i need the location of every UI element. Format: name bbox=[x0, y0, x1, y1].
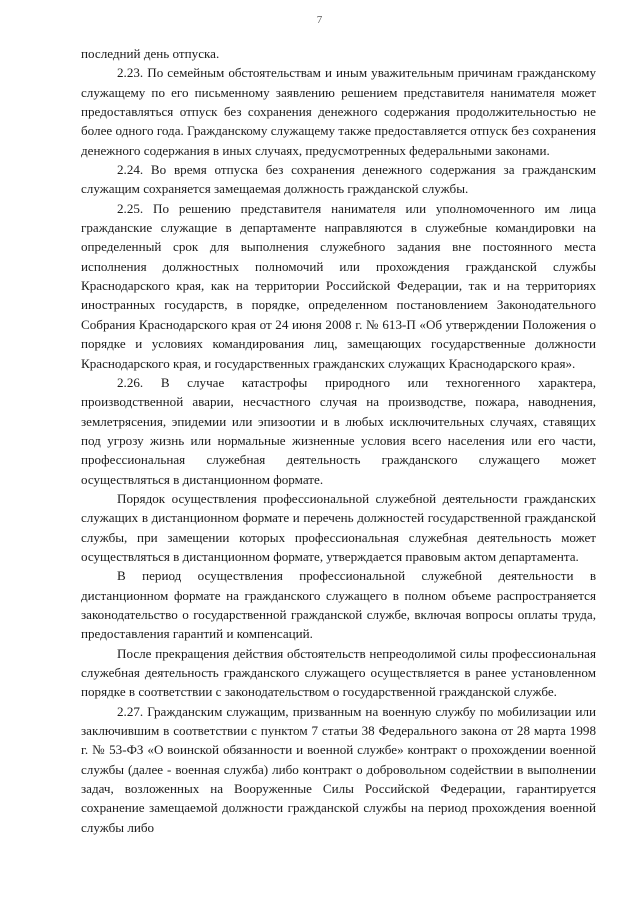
document-body bbox=[81, 44, 596, 837]
paragraph-2-25: 2.25. По решению представителя нанимателя или уполномоченного им лица гражданские служащие в департаменте направляются в служебные командировки на определенный срок для выполнения служебного задания вне постоянного места исполнения должностных полномочий или прохождения гражданской службы Краснодарского края, как на территории Российской Федерации, так и на территориях иностранных государств, в порядке, определенном постановлением Законодательного Собрания Краснодарского края от 24 июня 2008 г. № 613-П «Об утверждении Положения о порядке и условиях командирования лиц, замещающих государственные должности Краснодарского края, и государственных гражданских служащих Краснодарского края». bbox=[81, 200, 596, 371]
paragraph-2-27: 2.27. Гражданским служащим, призванным на военную службу по мобилизации или заключившим в соответствии с пунктом 7 статьи 38 Федерального закона от 28 марта 1998 г. № 53-ФЗ «О воинской обязанности и военной службе» контракт о прохождении военной службы (далее - военная служба) либо контракт о добровольном содействии в выполнении задач, возложенных на Вооруженные Силы Российской Федерации, гарантируется сохранение замещаемой должности гражданской службы на период прохождения военной службы либо bbox=[81, 703, 596, 835]
page-number: 7 bbox=[316, 14, 323, 26]
paragraph-2-24: 2.24. Во время отпуска без сохранения денежного содержания за гражданским служащим сохраняется замещаемая должность гражданской службы. bbox=[81, 162, 596, 197]
paragraph-remote-period: В период осуществления профессиональной служебной деятельности в дистанционном формате на гражданского служащего в полном объеме распространяется законодательство о государственной гражданской службе, включая вопросы оплаты труда, предоставления гарантий и компенсаций. bbox=[81, 568, 596, 642]
paragraph-2-26: 2.26. В случае катастрофы природного или техногенного характера, производственной аварии, несчастного случая на производстве, пожара, наводнения, землетрясения, эпидемии или эпизоотии и в любых исключительных случаях, ставящих под угрозу жизнь или нормальные жизненные условия всего населения или его части, профессиональная служебная деятельность гражданского служащего может осуществляться в дистанционном формате. bbox=[81, 374, 596, 487]
paragraph-2-23: 2.23. По семейным обстоятельствам и иным уважительным причинам гражданскому служащему по его письменному заявлению решением представителя нанимателя может предоставляться отпуск без сохранения денежного содержания продолжительностью не более одного года. Гражданскому служащему также предоставляется отпуск без сохранения денежного содержания в иных случаях, предусмотренных федеральными законами. bbox=[81, 65, 596, 158]
paragraph-after-force-majeure: После прекращения действия обстоятельств непреодолимой силы профессиональная служебная деятельность гражданского служащего осуществляется в ранее установленном порядке в соответствии с законодательством о государственной гражданской службе. bbox=[81, 645, 596, 700]
paragraph-continuation: последний день отпуска. bbox=[81, 46, 220, 61]
paragraph-remote-order: Порядок осуществления профессиональной служебной деятельности гражданских служащих в дистанционном формате и перечень должностей государственной гражданской службы, при замещении которых профессиональная служебная деятельность может осуществляться в дистанционном формате, утверждается правовым актом департамента. bbox=[81, 490, 596, 564]
